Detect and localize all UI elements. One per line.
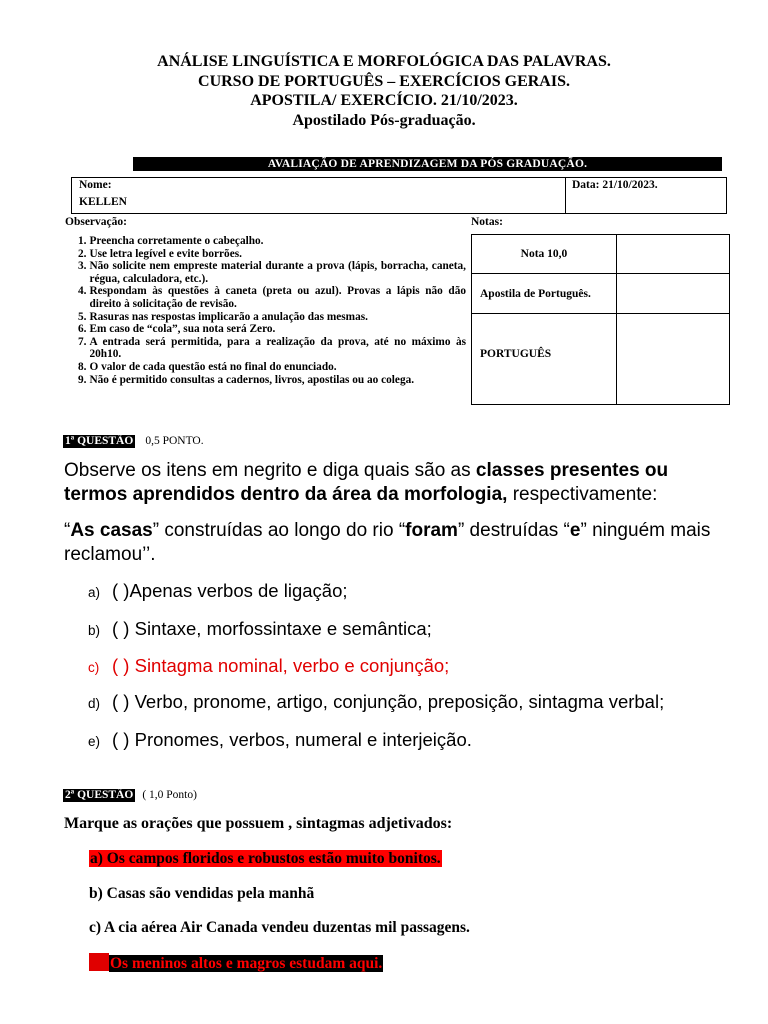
rule-item: 2. Use letra legível e evite borrões.	[78, 247, 242, 260]
evaluation-banner: AVALIAÇÃO DE APRENDIZAGEM DA PÓS GRADUAÇÃO.	[133, 157, 722, 171]
grade-label: Nota 10,0	[472, 235, 617, 274]
q1-option-b[interactable]: b) ( ) Sintaxe, morfossintaxe e semântica;	[88, 618, 432, 639]
student-info-box	[71, 177, 727, 214]
name-value[interactable]: KELLEN	[79, 196, 127, 208]
q2-option-c[interactable]: c) A cia aérea Air Canada vendeu duzentas mil passagens.	[89, 919, 470, 936]
rule-item: 9. Não é permitido consultas a cadernos, livros, apostilas ou ao colega.	[78, 373, 415, 386]
question-1-statement: Observe os itens em negrito e diga quais são as classes presentes ou termos aprendidos dentro da área da morfologia, respectivamente:	[64, 460, 669, 505]
question-1-points: 0,5 PONTO.	[145, 435, 204, 447]
grade-label: PORTUGUÊS	[472, 314, 617, 405]
q1-option-d[interactable]: d) ( ) Verbo, pronome, artigo, conjunção, preposição, sintagma verbal;	[88, 691, 665, 712]
rule-item: 6. Em caso de “cola”, sua nota será Zero.	[78, 323, 276, 336]
grade-value[interactable]	[617, 274, 730, 314]
rule-item: 3. Não solicite nem empreste material durante a prova (lápis, borracha, caneta, régua, calculadora, etc.).	[78, 260, 466, 285]
q1-option-e[interactable]: e) ( ) Pronomes, verbos, numeral e interjeição.	[88, 729, 472, 750]
question-1-sentence: “As casas” construídas ao longo do rio “foram” destruídas “e” ninguém mais reclamou’’.	[64, 520, 711, 565]
header-course: CURSO DE PORTUGUÊS – EXERCÍCIOS GERAIS.	[198, 72, 570, 90]
rule-item: 7. A entrada será permitida, para a realização da prova, até no máximo às 20h10.	[78, 335, 466, 361]
grade-value[interactable]	[617, 314, 730, 405]
rule-item: 4. Respondam às questões à caneta (preta ou azul). Provas a lápis não dão direito à solicitação de revisão.	[78, 285, 466, 310]
header-title: ANÁLISE LINGUÍSTICA E MORFOLÓGICA DAS PALAVRAS.	[157, 53, 611, 70]
name-label: Nome:	[79, 179, 112, 191]
info-divider	[565, 178, 566, 213]
grade-row	[472, 274, 730, 314]
question-2-tag: 2ª QUESTÃO	[65, 789, 134, 801]
document-header	[0, 52, 768, 130]
q2-option-d[interactable]: Os meninos altos e magros estudam aqui.	[89, 953, 383, 973]
red-marker	[89, 953, 109, 971]
question-2-instruction: Marque as orações que possuem , sintagmas adjetivados:	[64, 815, 453, 832]
date-label[interactable]: Data: 21/10/2023.	[572, 179, 658, 191]
question-2-points: ( 1,0 Ponto)	[142, 789, 197, 801]
question-2-header	[63, 785, 197, 803]
observation-label: Observação:	[65, 216, 127, 228]
q2-option-a[interactable]: a) Os campos floridos e robustos estão muito bonitos.	[90, 850, 441, 867]
grades-table	[471, 234, 730, 405]
header-subtitle: Apostilado Pós-graduação.	[292, 111, 476, 129]
rules-list	[78, 235, 466, 386]
q1-option-a[interactable]: a) ( )Apenas verbos de ligação;	[88, 580, 348, 601]
rule-item: 8. O valor de cada questão está no final do enunciado.	[78, 360, 337, 373]
rule-item: 1. Preencha corretamente o cabeçalho.	[78, 235, 264, 247]
question-1-tag: 1ª QUESTÃO	[65, 435, 134, 447]
grades-label: Notas:	[471, 216, 503, 228]
q1-option-c[interactable]: c) ( ) Sintagma nominal, verbo e conjunção;	[88, 655, 450, 676]
grade-label: Apostila de Português.	[472, 274, 617, 314]
rule-item: 5. Rasuras nas respostas implicarão a anulação das mesmas.	[78, 310, 368, 323]
grade-row	[472, 235, 730, 274]
grade-value[interactable]	[617, 235, 730, 274]
grade-row	[472, 314, 730, 405]
q2-option-b[interactable]: b) Casas são vendidas pela manhã	[89, 885, 315, 902]
header-exercise: APOSTILA/ EXERCÍCIO. 21/10/2023.	[250, 92, 518, 109]
question-1-header	[63, 431, 204, 449]
